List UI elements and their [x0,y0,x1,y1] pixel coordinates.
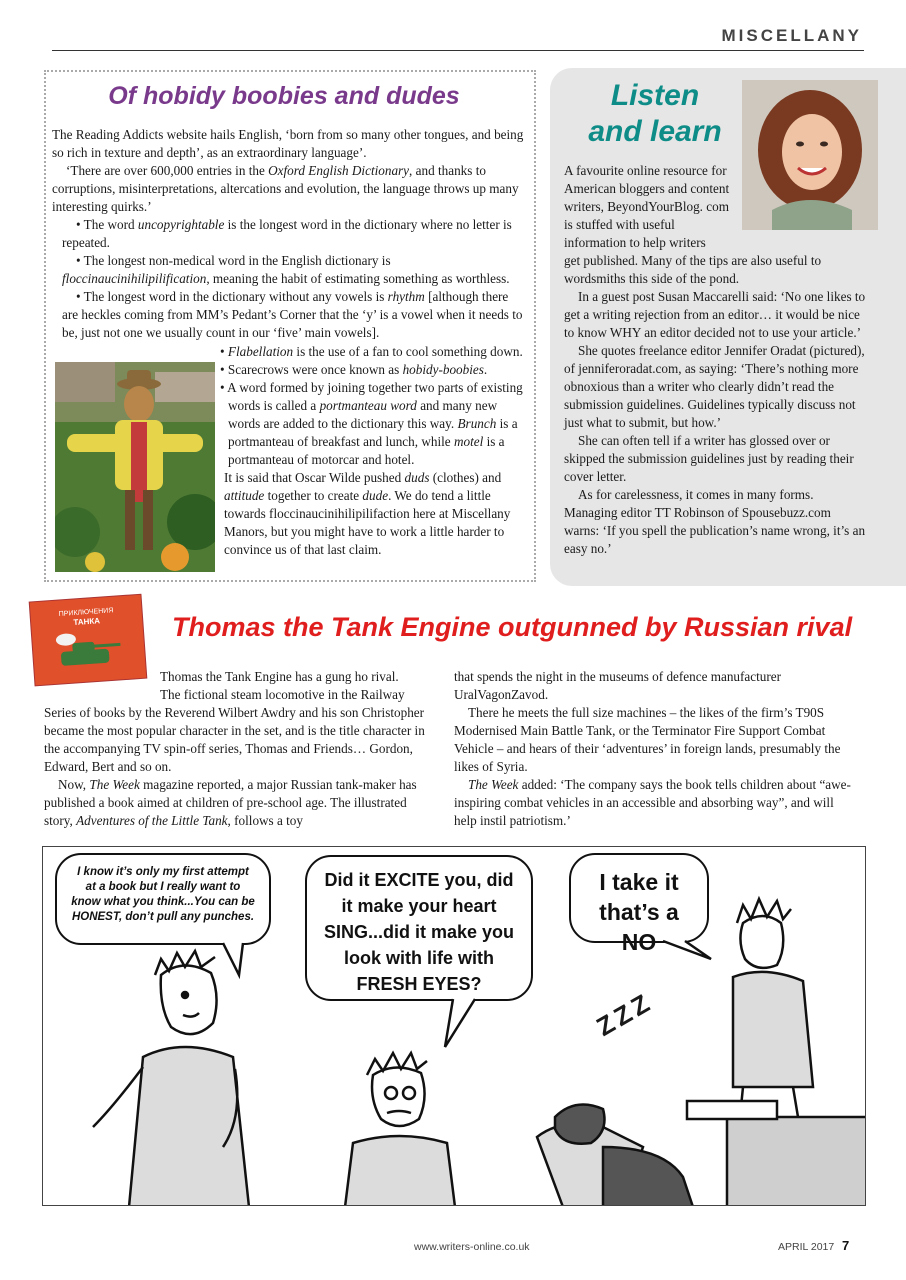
header-rule [52,50,864,51]
hobidy-bullet: • The longest non-medical word in the English dictionary is floccinaucinihilipilification, meaning the habit of estimating something as worthless. [62,253,510,286]
listen-paragraph: She quotes freelance editor Jennifer Oradat (pictured), of jenniferoradat.com, as saying: ‘There’s nothing more obnoxious than a writer who clearly didn’t read the submission guidelines. Guidelines typically discuss not just what to submit, but how.’ [564,343,865,430]
listen-body [564,252,866,558]
section-title: MISCELLANY [721,26,862,45]
listen-paragraph: She can often tell if a writer has glossed over or skipped the submission guidelines just by reading their cover letter. [564,433,854,484]
thomas-headline: Thomas the Tank Engine outgunned by Russian rival [172,612,853,642]
cartoon-panel [42,846,866,1206]
cartoon-bubble-reader: I take it that’s a NO [569,853,709,943]
footer-issue: APRIL 2017 [778,1241,835,1253]
listen-paragraph: In a guest post Susan Maccarelli said: ‘No one likes to get a writing rejection from an editor… it would be nice to know WHY an editor decided not to use your article.’ [564,289,866,340]
cartoon-drawing [43,847,866,1206]
listen-body-narrow [564,162,740,252]
footer-page-number: 7 [842,1238,850,1253]
hobidy-headline: Of hobidy boobies and dudes [108,82,460,110]
thomas-paragraph: Thomas the Tank Engine has a gung ho rival. The fictional steam locomotive in the Railway Series of books by the Reverend Wilbert Awdry and his son Christopher became the most popular character in the set, and is the title character in the accompanying TV spin-off series, Thomas and Friends… Gordon, Edward, Bert and so on. [44,669,425,774]
hobidy-paragraph: ‘There are over 600,000 entries in the Oxford English Dictionary, and thanks to corruptions, misinterpretations, altercations and evolution, the language throws up many interesting quirks.’ [52,163,519,214]
thomas-body-col2 [454,668,858,830]
thomas-body-col1 [44,668,436,830]
listen-paragraph: A favourite online resource for American bloggers and content writers, BeyondYourBlog. com is stuffed with useful information to help writers [564,163,730,250]
hobidy-bullet: • Flabellation is the use of a fan to cool something down. [220,344,523,359]
scarecrow-photo [55,362,215,572]
listen-headline: Listen and learn [588,79,722,148]
cartoon-bubble-writer-excited: Did it EXCITE you, did it make your heart SING...did it make you look with life with FRESH EYES? [305,855,533,1001]
hobidy-bullet: • Scarecrows were once known as hobidy-boobies. [220,362,488,377]
thomas-paragraph: There he meets the full size machines – the likes of the firm’s T90S Modernised Main Battle Tank, or the Terminator Fire Support Combat Vehicle – and hears of their ‘adventures’ in foreign lands, presumably the likes of Syria. [454,705,841,774]
hobidy-paragraph: The Reading Addicts website hails English, ‘born from so many other tongues, and being so rich in texture and depth’, as an extraordinary language’. [52,127,524,160]
cartoon-bubble-writer: I know it’s only my first attempt at a book but I really want to know what you think...You can be HONEST, don’t pull any punches. [55,853,271,945]
thomas-paragraph: The Week added: ‘The company says the book tells children about “awe-inspiring combat vehicles in an accessible and absorbing way”, and will help instil patriotism.’ [454,777,851,828]
hobidy-bullet: • The word uncopyrightable is the longest word in the dictionary where no letter is repeated. [62,217,512,250]
hobidy-paragraph: It is said that Oscar Wilde pushed duds (clothes) and attitude together to create dude. We do tend a little towards floccinaucinihilipilifaction here at Miscellany Manors, but you might have to work a little harder to convince us of that last claim. [224,470,511,557]
listen-paragraph: As for carelessness, it comes in many forms. Managing editor TT Robinson of Spousebuzz.com warns: ‘If you spell the publication’s name wrong, it’s an easy no.’ [564,487,866,556]
editor-portrait-photo [742,80,878,230]
hobidy-body-bottom [220,343,526,559]
hobidy-bullet: • The longest word in the dictionary without any vowels is rhythm [although there are heckles coming from MM’s Pedant’s Corner that the ‘y’ is a vowel when it needs to be, just not one we usually count in our ‘five’ main vowels]. [62,289,523,340]
hobidy-bullet: • A word formed by joining together two parts of existing words is called a portmanteau word and many new words are added to the dictionary this way. Brunch is a portmanteau of breakfast and lunch, while motel is a portmanteau of motorcar and hotel. [220,380,523,467]
footer-url: www.writers-online.co.uk [414,1241,530,1253]
thomas-paragraph: Now, The Week magazine reported, a major Russian tank-maker has published a book aimed at children of pre-school age. The illustrated story, Adventures of the Little Tank, follows a toy [44,777,417,828]
listen-paragraph: get published. Many of the tips are also useful to wordsmiths this side of the pond. [564,253,822,286]
thomas-paragraph: that spends the night in the museums of defence manufacturer UralVagonZavod. [454,669,782,702]
book-title-line1: ПРИКЛЮЧЕНИЯ [58,607,114,619]
hobidy-body-top [52,126,524,342]
cartoon-snore: ZZZ [591,986,658,1042]
book-title-line2: ТАНКА [73,616,101,628]
